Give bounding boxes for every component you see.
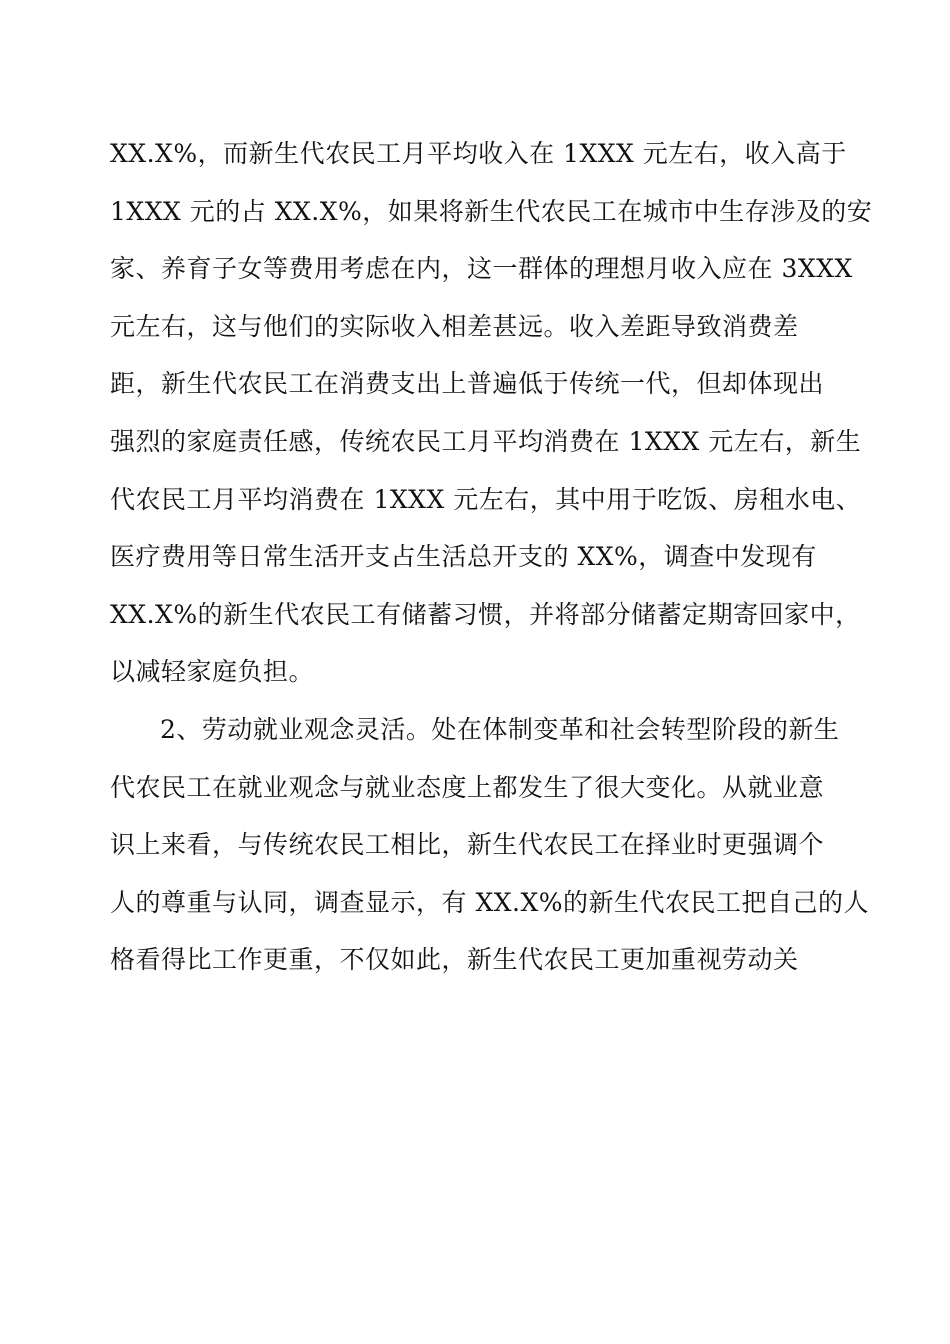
paragraph-employment-concept <box>110 701 870 989</box>
text-line: 医疗费用等日常生活开支占生活总开支的 XX%，调查中发现有 <box>110 542 817 572</box>
paragraph-income-consumption <box>110 125 873 701</box>
text-line: XX.X%，而新生代农民工月平均收入在 1XXX 元左右，收入高于 <box>110 139 847 168</box>
text-line: XX.X%的新生代农民工有储蓄习惯，并将部分储蓄定期寄回家中， <box>110 599 861 629</box>
text-line: 元左右，这与他们的实际收入相差甚远。收入差距导致消费差 <box>110 311 799 341</box>
text-line: 1XXX 元的占 XX.X%，如果将新生代农民工在城市中生存涉及的安 <box>110 196 873 226</box>
text-line: 人的尊重与认同，调查显示，有 XX.X%的新生代农民工把自己的人 <box>110 887 870 917</box>
text-line: 代农民工在就业观念与就业态度上都发生了很大变化。从就业意 <box>110 772 825 802</box>
text-line: 家、养育子女等费用考虑在内，这一群体的理想月收入应在 3XXX <box>110 254 853 284</box>
text-line: 以减轻家庭负担。 <box>110 657 315 687</box>
text-line: 强烈的家庭责任感，传统农民工月平均消费在 1XXX 元左右，新生 <box>110 426 862 456</box>
text-line-indented: 2、劳动就业观念灵活。处在体制变革和社会转型阶段的新生 <box>160 714 840 744</box>
text-line: 代农民工月平均消费在 1XXX 元左右，其中用于吃饭、房租水电、 <box>110 484 862 514</box>
body-text <box>110 125 873 989</box>
text-line: 格看得比工作更重，不仅如此，新生代农民工更加重视劳动关 <box>110 945 799 975</box>
text-line: 识上来看，与传统农民工相比，新生代农民工在择业时更强调个 <box>110 830 825 860</box>
text-line: 距，新生代农民工在消费支出上普遍低于传统一代，但却体现出 <box>110 369 825 399</box>
